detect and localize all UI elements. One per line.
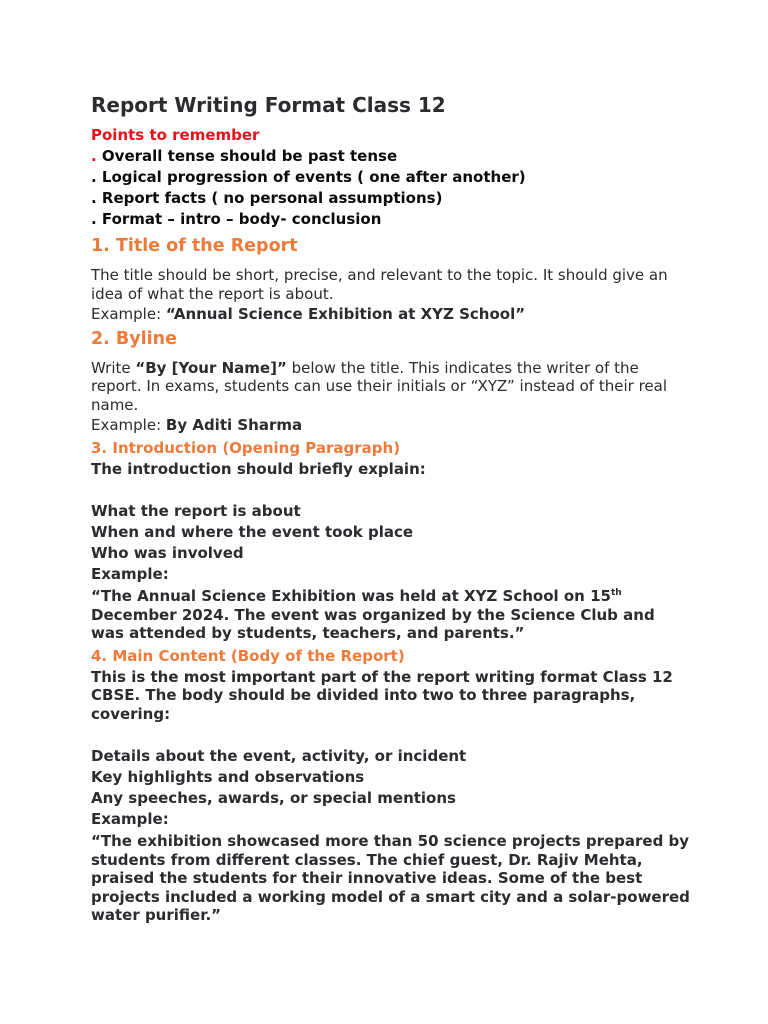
point-item [91,167,691,188]
ordinal-suffix: th [610,588,622,598]
list-item: Details about the event, activity, or incident [91,747,467,765]
body-bold: “By [Your Name]” [135,358,287,377]
document-body [91,92,691,925]
section-1-body: The title should be short, precise, and relevant to the topic. It should give an idea of what the report is about. [91,266,668,303]
section-3-lead: The introduction should briefly explain: [91,459,426,478]
section-4-heading: 4. Main Content (Body of the Report) [91,646,405,665]
example-value: “Annual Science Exhibition at XYZ School” [165,305,526,323]
point-text: Logical progression of events ( one after another) [96,168,526,186]
section-2-example [91,416,691,435]
section-4-example: “The exhibition showcased more than 50 science projects prepared by students from different classes. The chief guest, Dr. Rajiv Mehta, praised the students for their innovative ideas. Some of the best projects included a working model of a smart city and a solar-powered water purifier.” [91,832,690,924]
points-heading: Points to remember [91,126,260,144]
point-text: Format – intro – body- conclusion [96,210,382,228]
points-list [91,146,691,230]
body-pre: Write [91,358,136,377]
example-value: By Aditi Sharma [165,416,303,434]
list-item: What the report is about [91,502,301,520]
section-1-example [91,305,691,324]
section-3-example [91,587,691,643]
section-4-lead: This is the most important part of the report writing format Class 12 CBSE. The body should be divided into two to three paragraphs, covering: [91,667,673,723]
example-pre: “The Annual Science Exhibition was held at XYZ School on 15 [91,587,611,605]
point-bullet: . [91,168,97,186]
example-label: Example: [91,565,169,583]
point-bullet: . [91,189,97,207]
point-text: Report facts ( no personal assumptions) [96,189,443,207]
point-text: Overall tense should be past tense [96,147,398,165]
section-2-heading: 2. Byline [91,328,177,349]
example-label: Example: [91,416,166,434]
point-bullet: . [91,147,97,165]
point-item [91,188,691,209]
page-title: Report Writing Format Class 12 [91,93,446,117]
list-item: When and where the event took place [91,523,414,541]
example-label: Example: [91,810,169,828]
section-3-heading: 3. Introduction (Opening Paragraph) [91,438,401,457]
section-2-body [91,359,691,415]
list-item: Who was involved [91,544,244,562]
point-item [91,146,691,167]
example-post: December 2024. The event was organized by the Science Club and was attended by students, teachers, and parents.” [91,605,655,642]
section-4-list [91,746,691,830]
section-1-heading: 1. Title of the Report [91,236,298,256]
point-bullet: . [91,210,97,228]
list-item: Key highlights and observations [91,768,365,786]
body-post: below the title. This indicates the writer of the report. In exams, students can use their initials or “XYZ” instead of their real name. [91,358,667,414]
list-item: Any speeches, awards, or special mentions [91,789,456,807]
point-item [91,209,691,230]
section-3-list [91,501,691,585]
example-label: Example: [91,305,166,323]
